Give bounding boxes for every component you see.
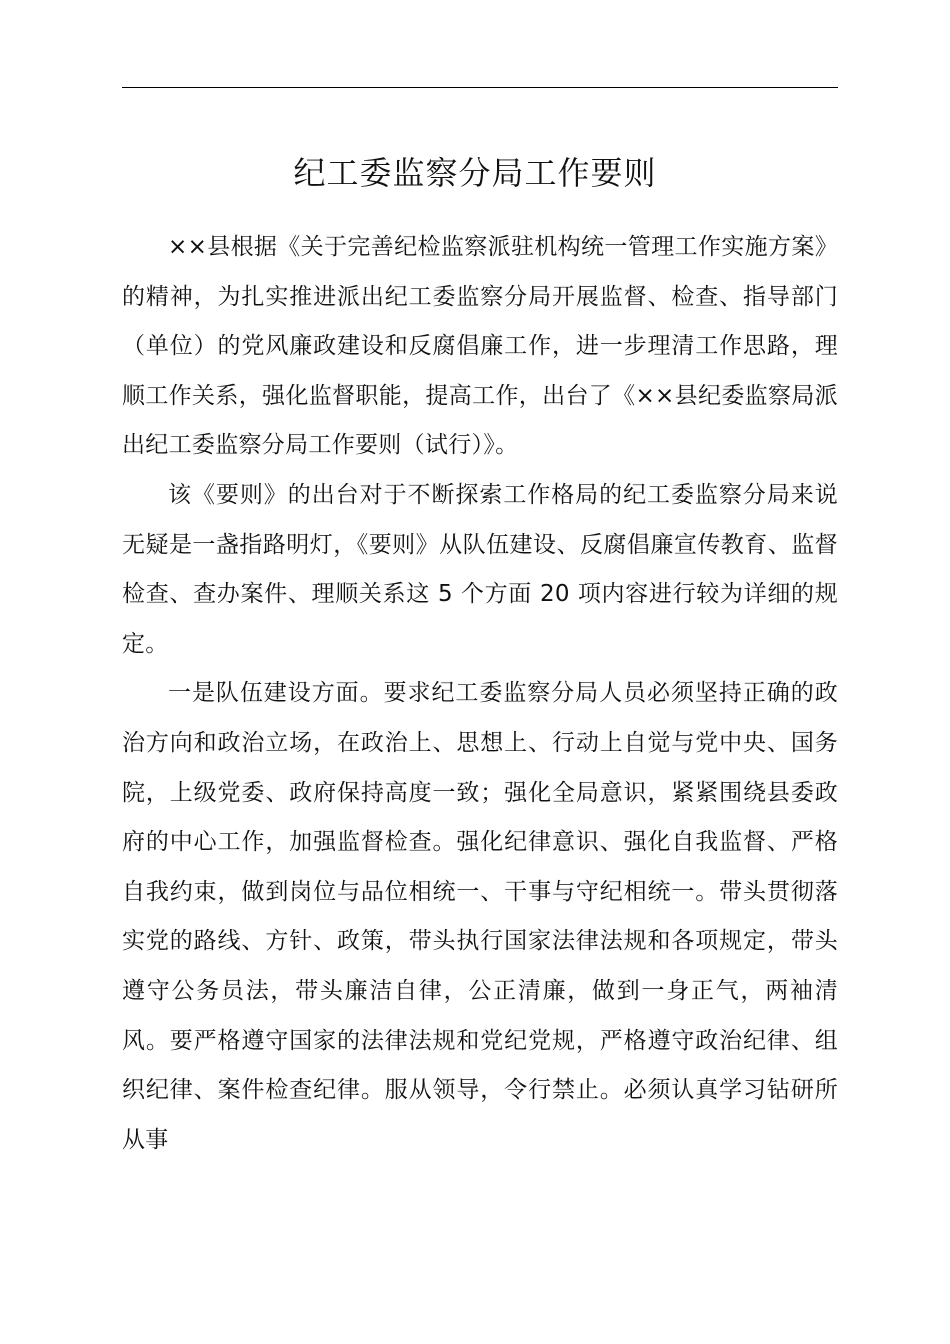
paragraph-team-building: 一是队伍建设方面。要求纪工委监察分局人员必须坚持正确的政治方向和政治立场，在政治上、思想上、行动上自觉与党中央、国务院，上级党委、政府保持高度一致；强化全局意识，紧紧围绕县委政府的中心工作，加强监督检查。强化纪律意识、强化自我监督、严格自我约束，做到岗位与品位相统一、干事与守纪相统一。带头贯彻落实党的路线、方针、政策，带头执行国家法律法规和各项规定，带头遵守公务员法，带头廉洁自律，公正清廉，做到一身正气，两袖清风。要严格遵守国家的法律法规和党纪党规，严格遵守政治纪律、组织纪律、案件检查纪律。服从领导，令行禁止。必须认真学习钻研所从事 (122, 680, 838, 1153)
document-title: 纪工委监察分局工作要则 (293, 154, 657, 192)
document-body (122, 223, 838, 1165)
paragraph-intro: ××县根据《关于完善纪检监察派驻机构统一管理工作实施方案》的精神，为扎实推进派出纪工委监察分局开展监督、检查、指导部门（单位）的党风廉政建设和反腐倡廉工作，进一步理清工作思路，理顺工作关系，强化监督职能，提高工作，出台了《××县纪委监察局派出纪工委监察分局工作要则（试行）》。 (122, 234, 838, 459)
header-rule (122, 87, 838, 88)
paragraph-overview: 该《要则》的出台对于不断探索工作格局的纪工委监察分局来说无疑是一盏指路明灯，《要则》从队伍建设、反腐倡廉宣传教育、监督检查、查办案件、理顺关系这 5 个方面 20 项内容进行较为详细的规定。 (122, 481, 838, 657)
